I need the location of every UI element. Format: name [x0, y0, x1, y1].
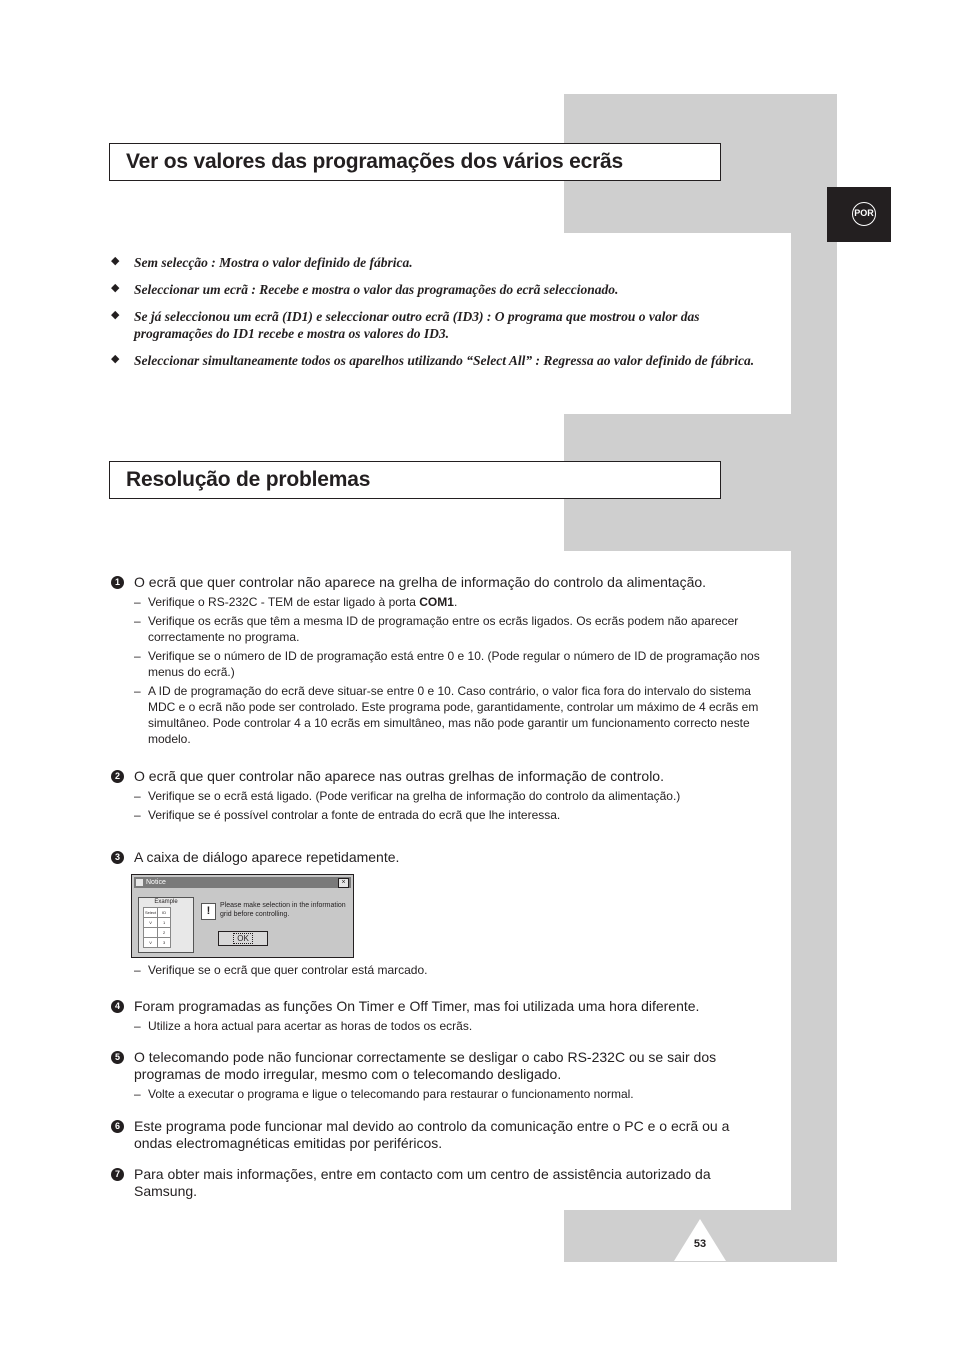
number-badge: 3: [111, 851, 124, 864]
troubleshooting-item: 5 O telecomando pode não funcionar correctamente se desligar o cabo RS-232C ou se sair dos programas de modo irregular, mesmo com o telecomando desligado. – Volte a executar o programa e ligue o telecomando para restaurar o funcionamento normal.: [111, 1049, 771, 1102]
sub-item: – Verifique os ecrãs que têm a mesma ID de programação entre os ecrãs ligados. Os ecrãs podem não aparecer correctamente no programa.: [134, 614, 739, 644]
sub-item: – A ID de programação do ecrã deve situar-se entre 0 e 10. Caso contrário, o valor fica fora do intervalo do sistema MDC e o ecrã não pode ser controlado. Este programa pode, garantidamente, controlar um máximo de 4 ecrãs em simultâneo. Pode controlar 4 a 10 ecrãs em simultâneo, mas não pode garantir um funcionamento correcto neste modelo.: [134, 684, 759, 746]
side-band-1: [791, 233, 837, 414]
troubleshooting-item: 3 A caixa de diálogo aparece repetidamente.: [111, 849, 771, 866]
diamond-bullet-icon: ◆: [111, 282, 120, 294]
close-icon[interactable]: ×: [338, 878, 349, 888]
troubleshooting-item: 2 O ecrã que quer controlar não aparece nas outras grelhas de informação de controlo. – Verifique se o ecrã está ligado. (Pode verificar na grelha de informação do controlo da alimentação.) – Verifique se é possível controlar a fonte de entrada do ecrã que lhe interessa.: [111, 768, 771, 823]
example-table: Select ID V 1 2 V 3: [143, 907, 171, 948]
number-badge: 6: [111, 1120, 124, 1133]
warning-icon: !: [201, 903, 216, 920]
sub-item: – Verifique se o ecrã que quer controlar está marcado.: [134, 963, 428, 977]
number-badge: 2: [111, 770, 124, 783]
bullet-item: ◆ Se já seleccionou um ecrã (ID1) e seleccionar outro ecrã (ID3) : O programa que mostrou o valor das programações do ID1 recebe e mostra os valores do ID3.: [111, 309, 700, 341]
notice-dialog: [131, 874, 354, 958]
troubleshooting-item: 6 Este programa pode funcionar mal devido ao controlo da comunicação entre o PC e o ecrã ou a ondas electromagnéticas emitidas por periféricos.: [111, 1118, 771, 1152]
page-number: 53: [693, 1238, 707, 1250]
dialog-titlebar: Notice ×: [134, 877, 351, 888]
sub-item: – Verifique se o ecrã está ligado. (Pode verificar na grelha de informação do controlo da alimentação.): [134, 789, 681, 803]
bullet-item: ◆ Seleccionar um ecrã : Recebe e mostra o valor das programações do ecrã seleccionado.: [111, 282, 619, 297]
troubleshooting-item: 4 Foram programadas as funções On Timer e Off Timer, mas foi utilizada uma hora diferente. – Utilize a hora actual para acertar as horas de todos os ecrãs.: [111, 998, 771, 1034]
side-band-3: [791, 551, 837, 1211]
dialog-message: Please make selection in the information grid before controlling.: [220, 902, 346, 918]
bullet-item: ◆ Seleccionar simultaneamente todos os aparelhos utilizando “Select All” : Regressa ao valor definido de fábrica.: [111, 353, 755, 368]
number-badge: 1: [111, 576, 124, 589]
number-badge: 7: [111, 1168, 124, 1181]
window-icon: [136, 879, 143, 886]
sub-item: – Verifique o RS-232C - TEM de estar ligado à porta COM1.: [134, 595, 458, 609]
troubleshooting-item-note: [111, 962, 771, 978]
diamond-bullet-icon: ◆: [111, 309, 120, 321]
bullet-item: ◆ Sem selecção : Mostra o valor definido de fábrica.: [111, 255, 413, 270]
sub-item: – Verifique se é possível controlar a fonte de entrada do ecrã que lhe interessa.: [134, 808, 561, 822]
example-grid: Example Select ID V 1 2 V 3: [138, 897, 194, 953]
troubleshooting-item: 1 O ecrã que quer controlar não aparece na grelha de informação do controlo da alimentação. – Verifique o RS-232C - TEM de estar ligado à porta COM1. – Verifique os ecrãs que têm a mesma ID de programação entre os ecrãs ligados. Os ecrãs podem não aparecer correctamente no programa. – Verifique se o número de ID de programação está entre 0 e 10. (Pode regular o número de ID de programação nos menus do ecrã.) – A ID de programação do ecrã deve situar-se entre 0 e 10. Caso contrário, o valor fica fora do intervalo do sistema MDC e o ecrã não pode ser controlado. Este programa pode, garantidamente, controlar um máximo de 4 ecrãs em simultâneo. Pode controlar 4 a 10 ecrãs em simultâneo, mas não pode garantir um funcionamento correcto neste modelo.: [111, 574, 771, 747]
number-badge: 4: [111, 1000, 124, 1013]
diamond-bullet-icon: ◆: [111, 255, 120, 267]
sub-item: – Utilize a hora actual para acertar as horas de todos os ecrãs.: [134, 1019, 473, 1033]
diamond-bullet-icon: ◆: [111, 353, 120, 365]
section-title-troubleshooting: Resolução de problemas: [109, 461, 721, 499]
sub-item: – Verifique se o número de ID de programação está entre 0 e 10. (Pode regular o número de ID de programação nos menus do ecrã.): [134, 649, 760, 679]
troubleshooting-item: 7 Para obter mais informações, entre em contacto com um centro de assistência autorizado da Samsung.: [111, 1166, 771, 1200]
sub-item: – Volte a executar o programa e ligue o telecomando para restaurar o funcionamento normal.: [134, 1087, 634, 1101]
section-title-settings: Ver os valores das programações dos vários ecrãs: [109, 143, 721, 181]
language-tab-label: POR: [852, 202, 876, 226]
number-badge: 5: [111, 1051, 124, 1064]
ok-button[interactable]: OK: [218, 931, 268, 946]
